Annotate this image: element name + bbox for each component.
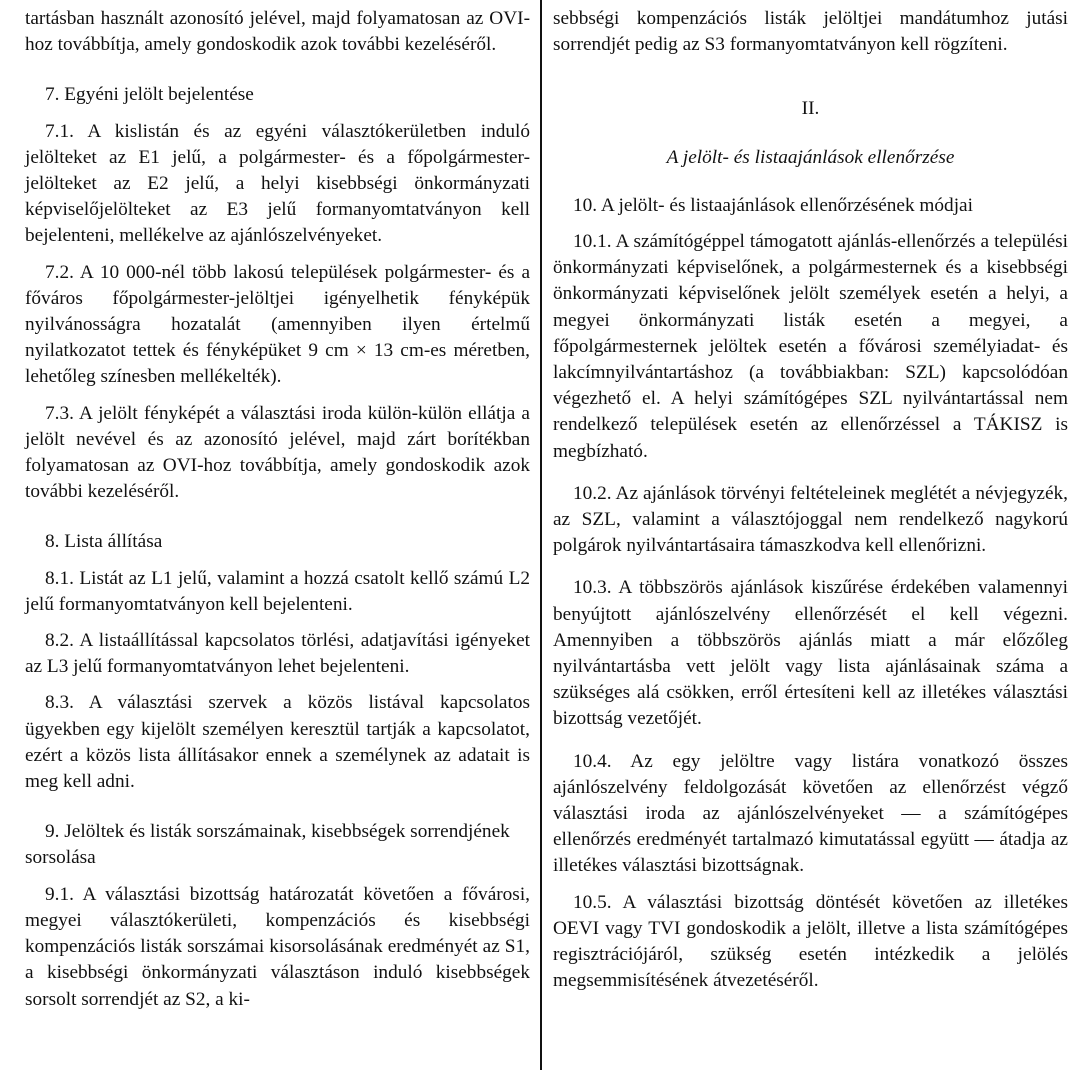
paragraph-10-5: 10.5. A választási bizottság döntését követően az illetékes OEVI vagy TVI gondoskodik a jelölt, illetve a lista számítógépes regisztrációjáról, szükség esetén intézkedik a jelölés megsemmisítésének átvezetéséről. bbox=[553, 891, 1068, 992]
paragraph-continuation: sebbségi kompenzációs listák jelöltjei mandátumhoz jutási sorrendjét pedig az S3 formanyomtatványon kell rögzíteni. bbox=[553, 8, 1068, 56]
section-heading-7: 7. Egyéni jelölt bejelentése bbox=[45, 84, 254, 106]
chapter-title: A jelölt- és listaajánlások ellenőrzése bbox=[666, 146, 955, 168]
paragraph-10-4: 10.4. Az egy jelöltre vagy listára vonatkozó összes ajánlószelvény feldolgozását követően az ellenőrzést végző választási iroda az ajánlószelvényeket — a számítógépes ellenőrzés eredményét tartalmazó kimutatással együtt — átadja az illetékes választási bizottságnak. bbox=[553, 750, 1068, 877]
paragraph-continuation: tartásban használt azonosító jelével, majd folyamatosan az OVI-hoz továbbítja, amely gondoskodik azok további kezeléséről. bbox=[25, 8, 530, 56]
paragraph-8-2: 8.2. A listaállítással kapcsolatos törlési, adatjavítási igényeket az L3 jelű formanyomtatványon lehet bejelenteni. bbox=[25, 630, 530, 678]
paragraph-10-1: 10.1. A számítógéppel támogatott ajánlás-ellenőrzés a települési önkormányzati képviselőnek, a polgármesternek és a kisebbségi önkormányzati képviselőnek jelölt személyek esetén a helyi, a megyei önkormányzati listák esetén a megyei, a főpolgármesternek jelöltek esetén a fővárosi személyiadat- és lakcímnyilvántartáshoz (a továbbiakban: SZL) kapcsolódóan végezhető el. A helyi számítógépes SZL nyilvántartással nem rendelkező települések esetén az ellenőrzéssel a TÁKISZ is megbízható. bbox=[553, 231, 1068, 462]
paragraph-8-1: 8.1. Listát az L1 jelű, valamint a hozzá csatolt kellő számú L2 jelű formanyomtatványon kell bejelenteni. bbox=[25, 567, 530, 615]
column-divider bbox=[540, 0, 542, 1070]
paragraph-10-2: 10.2. Az ajánlások törvényi feltételeinek meglétét a névjegyzék, az SZL, valamint a választójoggal nem rendelkező nagykorú polgárok nyilvántartásaira támaszkodva kell ellenőrizni. bbox=[553, 482, 1068, 557]
right-column bbox=[553, 6, 1068, 995]
section-heading-10: 10. A jelölt- és listaajánlások ellenőrzésének módjai bbox=[573, 194, 973, 216]
left-column bbox=[25, 6, 530, 1013]
chapter-number: II. bbox=[801, 98, 820, 120]
paragraph-9-1: 9.1. A választási bizottság határozatát követően a fővárosi, megyei választókerületi, kompenzációs és kisebbségi kompenzációs listák sorszámai kisorsolásának eredményét az S1, a kisebbségi önkormányzati választáson induló kisebbségek sorsolt sorrendjét az S2, a ki- bbox=[25, 883, 530, 1010]
paragraph-7-3: 7.3. A jelölt fényképét a választási iroda külön-külön ellátja a jelölt nevével és az azonosító jelével, majd zárt borítékban folyamatosan az OVI-hoz továbbítja, amely gondoskodik azok további kezeléséről. bbox=[25, 402, 530, 503]
section-heading-8: 8. Lista állítása bbox=[45, 531, 163, 553]
paragraph-10-3: 10.3. A többszörös ajánlások kiszűrése érdekében valamennyi benyújtott ajánlószelvény ellenőrzését el kell végezni. Amennyiben a többszörös ajánlás miatt a már előzőleg nyilvántartásba vett jelölt vagy lista ajánlásainak száma a szükséges alá csökken, erről értesíteni kell az illetékes választási bizottság vezetőjét. bbox=[553, 577, 1068, 730]
paragraph-7-2: 7.2. A 10 000-nél több lakosú települések polgármester- és a főváros főpolgármester-jelöltjei igényelhetik fényképük nyilvánosságra hozatalát (amennyiben ilyen értelmű nyilatkozatot tettek és fényképüket 9 cm × 13 cm-es méretben, lehetőleg színesben mellékelték). bbox=[25, 261, 530, 388]
section-heading-9: 9. Jelöltek és listák sorszámainak, kisebbségek sorrendjének sorsolása bbox=[25, 821, 510, 869]
paragraph-7-1: 7.1. A kislistán és az egyéni választókerületben induló jelölteket az E1 jelű, a polgármester- és a főpolgármester-jelölteket az E2 jelű, a helyi kisebbségi önkormányzati képviselőjelölteket az E3 jelű formanyomtatványon kell bejelenteni, mellékelve az ajánlószelvényeket. bbox=[25, 120, 530, 247]
paragraph-8-3: 8.3. A választási szervek a közös listával kapcsolatos ügyekben egy kijelölt személyen keresztül tartják a kapcsolatot, ezért a közös lista állításakor ennek a személynek az adatait is meg kell adni. bbox=[25, 692, 530, 793]
